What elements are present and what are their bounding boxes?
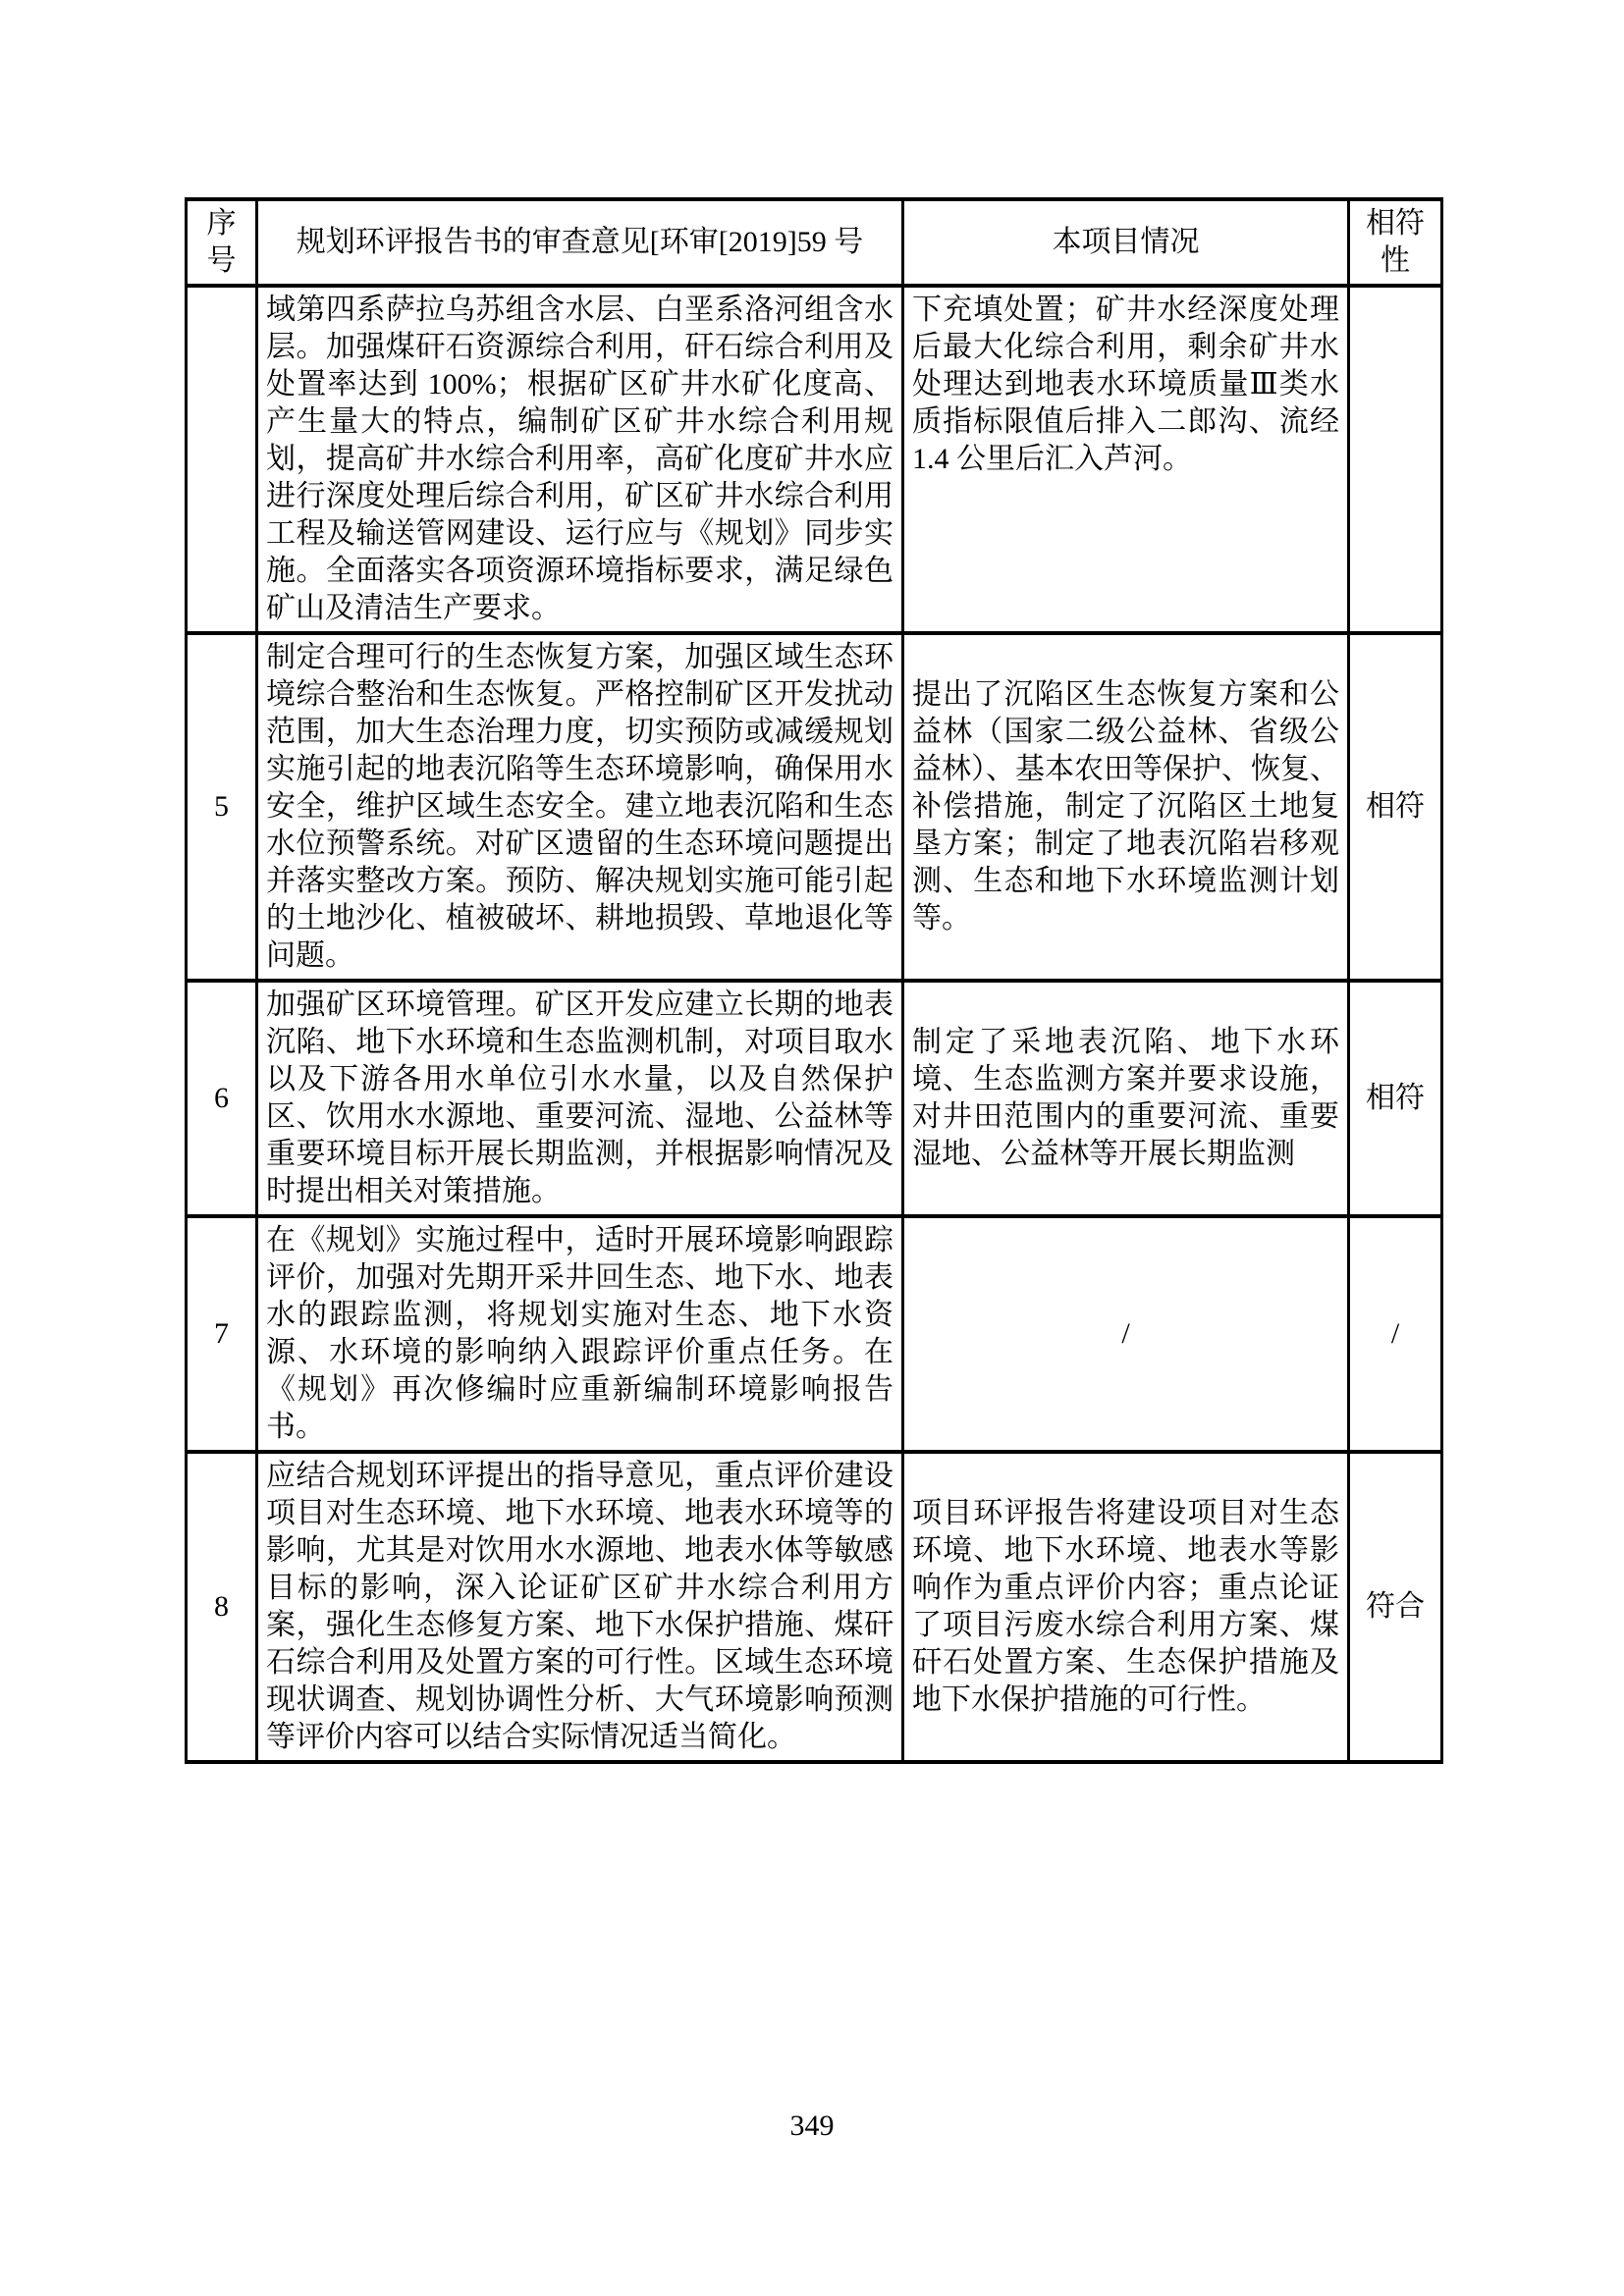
review-comparison-table: [185, 197, 1443, 1764]
table-row: [187, 286, 1442, 633]
opinion-cell: 制定合理可行的生态恢复方案，加强区域生态环境综合整治和生态恢复。严格控制矿区开发扰动范围，加大生态治理力度，切实预防或减缓规划实施引起的地表沉陷等生态环境影响，确保用水安全，维护区域生态安全。建立地表沉陷和生态水位预警系统。对矿区遗留的生态环境问题提出并落实整改方案。预防、解决规划实施可能引起的土地沙化、植被破坏、耕地损毁、草地退化等问题。: [257, 633, 903, 981]
conformity-cell: 相符: [1349, 981, 1442, 1216]
project-cell: 制定了采地表沉陷、地下水环境、生态监测方案并要求设施，对井田范围内的重要河流、重要湿地、公益林等开展长期监测: [903, 981, 1349, 1216]
table-row: [187, 981, 1442, 1216]
table-row: [187, 633, 1442, 981]
opinion-cell: 应结合规划环评提出的指导意见，重点评价建设项目对生态环境、地下水环境、地表水环境等的影响，尤其是对饮用水水源地、地表水体等敏感目标的影响，深入论证矿区矿井水综合利用方案，强化生态修复方案、地下水保护措施、煤矸石综合利用及处置方案的可行性。区域生态环境现状调查、规划协调性分析、大气环境影响预测等评价内容可以结合实际情况适当简化。: [257, 1452, 903, 1762]
table-header-row: [187, 199, 1442, 286]
conformity-cell: 相符: [1349, 633, 1442, 981]
serial-cell: [187, 286, 257, 633]
page-number: 349: [789, 2109, 835, 2142]
header-project-situation: 本项目情况: [903, 199, 1349, 286]
project-cell: 项目环评报告将建设项目对生态环境、地下水环境、地表水等影响作为重点评价内容；重点论证了项目污废水综合利用方案、煤矸石处置方案、生态保护措施及地下水保护措施的可行性。: [903, 1452, 1349, 1762]
opinion-cell: 在《规划》实施过程中，适时开展环境影响跟踪评价，加强对先期开采井回生态、地下水、地表水的跟踪监测，将规划实施对生态、地下水资源、水环境的影响纳入跟踪评价重点任务。在《规划》再次修编时应重新编制环境影响报告书。: [257, 1216, 903, 1452]
opinion-cell: 加强矿区环境管理。矿区开发应建立长期的地表沉陷、地下水环境和生态监测机制，对项目取水以及下游各用水单位引水水量，以及自然保护区、饮用水水源地、重要河流、湿地、公益林等重要环境目标开展长期监测，并根据影响情况及时提出相关对策措施。: [257, 981, 903, 1216]
table-row: [187, 1216, 1442, 1452]
table-row: [187, 1452, 1442, 1762]
header-review-opinion: 规划环评报告书的审查意见[环审[2019]59 号: [257, 199, 903, 286]
opinion-cell: 域第四系萨拉乌苏组含水层、白垩系洛河组含水层。加强煤矸石资源综合利用，矸石综合利用及处置率达到 100%；根据矿区矿井水矿化度高、产生量大的特点，编制矿区矿井水综合利用规划，提高矿井水综合利用率，高矿化度矿井水应进行深度处理后综合利用，矿区矿井水综合利用工程及输送管网建设、运行应与《规划》同步实施。全面落实各项资源环境指标要求，满足绿色矿山及清洁生产要求。: [257, 286, 903, 633]
serial-cell: 8: [187, 1452, 257, 1762]
conformity-cell: [1349, 286, 1442, 633]
conformity-cell: 符合: [1349, 1452, 1442, 1762]
serial-cell: 7: [187, 1216, 257, 1452]
conformity-cell: /: [1349, 1216, 1442, 1452]
serial-cell: 6: [187, 981, 257, 1216]
project-cell: 下充填处置；矿井水经深度处理后最大化综合利用，剩余矿井水处理达到地表水环境质量Ⅲ类水质指标限值后排入二郎沟、流经 1.4 公里后汇入芦河。: [903, 286, 1349, 633]
project-cell: /: [903, 1216, 1349, 1452]
serial-cell: 5: [187, 633, 257, 981]
project-cell: 提出了沉陷区生态恢复方案和公益林（国家二级公益林、省级公益林）、基本农田等保护、恢复、补偿措施，制定了沉陷区土地复垦方案；制定了地表沉陷岩移观测、生态和地下水环境监测计划等。: [903, 633, 1349, 981]
header-serial-number: 序号: [187, 199, 257, 286]
header-conformity: 相符性: [1349, 199, 1442, 286]
